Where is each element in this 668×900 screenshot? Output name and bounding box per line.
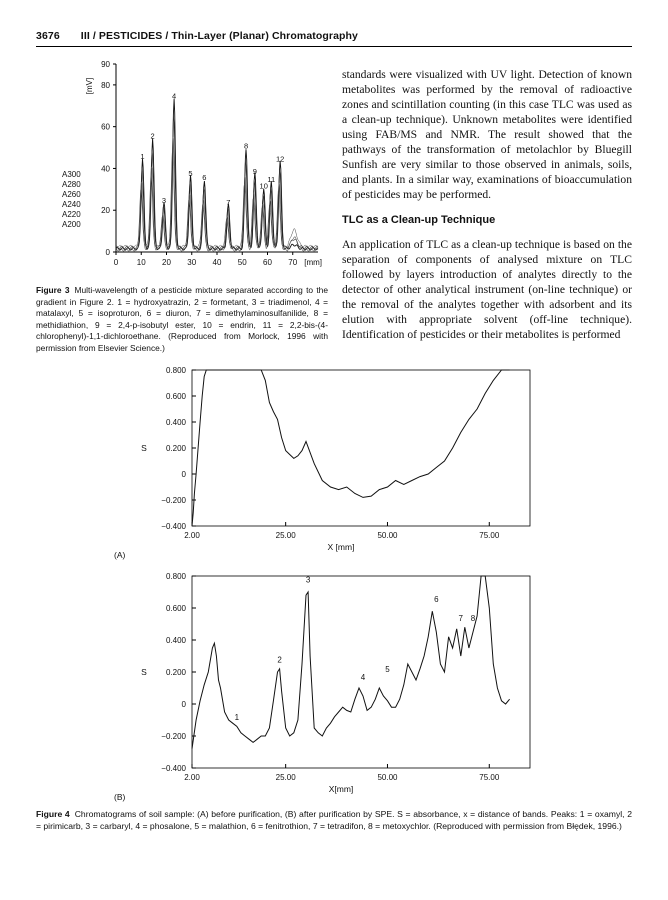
plot-frame: [192, 370, 530, 526]
y-tick-label: 80: [101, 80, 110, 90]
x-tick-label: 25.00: [275, 773, 296, 782]
peak-label: 2: [150, 131, 155, 141]
peak-label: 4: [171, 91, 177, 101]
y-tick-label: −0.200: [161, 496, 186, 505]
y-tick-label: 0: [105, 248, 110, 257]
peak-label: 1: [234, 713, 240, 723]
y-tick-label: 0: [181, 700, 186, 709]
peak-label: 5: [385, 665, 390, 675]
legend-entry: A240: [62, 200, 81, 209]
peak-label: 10: [259, 181, 268, 191]
figure4b-chart: [100, 566, 540, 806]
figure3-caption-text: Multi-wavelength of a pesticide mixture separated according to the gradient in Figure 2. 1 = hydroxyatrazin, 2 = formetant, 3 = triadimenol, 4 = matalaxyl, 5 = isoproturon, 6 = diuron, 7 = dimethylaminosulfanilide, 8 = methidiathion, 9 = 2,4-p-isobutyl ester, 10 = endrin, 11 = 2,2-bis-(4-chlorophenyl)-1,1-dichloroethane. (Reproduced from Morlock, 1996 with permission from Elsevier Science.): [36, 285, 328, 353]
peak-label: 11: [267, 175, 276, 185]
peak-label: 9: [252, 166, 257, 176]
y-axis-label: [mV]: [85, 77, 94, 95]
x-tick-label: 70: [288, 258, 298, 267]
figure3-caption-label: Figure 3: [36, 285, 70, 295]
chromatogram-trace: [116, 99, 318, 251]
figure3-caption: [36, 285, 328, 355]
x-tick-label: 50.00: [377, 531, 398, 540]
figure4a-chart: [100, 360, 540, 560]
panel-label: (A): [114, 550, 126, 560]
chromatogram-trace: [116, 151, 318, 248]
y-tick-label: 0.800: [165, 572, 186, 581]
x-axis-label: X [mm]: [327, 542, 355, 552]
x-tick-label: 25.00: [275, 531, 296, 540]
legend-entry: A220: [62, 210, 81, 219]
y-tick-label: 90: [101, 60, 110, 69]
x-tick-label: 10: [136, 258, 146, 267]
y-tick-label: 0.200: [165, 444, 186, 453]
y-tick-label: 20: [101, 206, 110, 216]
x-tick-label: 30: [187, 258, 197, 267]
y-axis-label: S: [141, 443, 147, 453]
header-rule: [36, 46, 632, 47]
peak-label: 3: [161, 196, 167, 206]
peak-label: 2: [277, 655, 282, 665]
y-tick-label: 60: [101, 122, 110, 132]
x-axis-label: X[mm]: [328, 784, 354, 794]
x-tick-label: 75.00: [479, 773, 500, 782]
figure4-caption-label: Figure 4: [36, 809, 70, 819]
section-heading: TLC as a Clean-up Technique: [342, 214, 496, 226]
x-tick-label: 75.00: [479, 531, 500, 540]
paragraph-1-text: standards were visualized with UV light. Detection of known metabolites was performed by the removal of radioactive zones and scintillation counting (in this case TLC was used as a clean-up technique). Unknown metabolites were identified using FAB/MS and NMR. The result showed that the pathways of the transformation of metolachlor by Bluegill Sunfish are very similar to those observed in animals, soils, and plants. In a similar way, examinations of bioaccumulation of pesticides may be performed.: [342, 68, 632, 201]
x-tick-label: 40: [212, 258, 222, 267]
legend-entry: A260: [62, 190, 81, 199]
running-header: [36, 30, 632, 44]
legend-entry: A280: [62, 180, 81, 189]
peak-label: 6: [202, 173, 207, 183]
peak-label: 7: [458, 614, 463, 623]
legend-entry: A200: [62, 220, 81, 229]
chromatogram-line: [192, 576, 510, 749]
x-tick-label: 50.00: [377, 773, 398, 782]
plot-frame: [192, 576, 530, 768]
peak-label: 6: [434, 594, 439, 604]
y-tick-label: 0.800: [165, 366, 186, 375]
peak-label: 7: [226, 198, 231, 208]
peak-label: 8: [470, 614, 476, 623]
y-tick-label: −0.200: [161, 732, 186, 741]
y-axis-label: S: [141, 667, 147, 677]
page-number: 3676: [36, 30, 60, 42]
figure3-chart: [36, 50, 336, 282]
y-tick-label: 0.200: [165, 668, 186, 677]
y-tick-label: 0: [181, 470, 186, 479]
peak-label: 8: [243, 141, 249, 151]
x-tick-label: 50: [237, 258, 247, 267]
peak-label: 5: [188, 168, 193, 178]
y-tick-label: −0.400: [161, 764, 186, 773]
chromatogram-line: [192, 370, 510, 526]
paragraph-2-text: An application of TLC as a clean-up technique is based on the separation of components of analysed mixture on TLC followed by layers introduction of analytes directly to the detector of other analytical instrument (on-line technique) or the removal of the analytes together with adsorbent and its elution with appropriate solvent (off-line technique). Identification of pesticides or their metabolites is performed: [342, 238, 632, 341]
chromatogram-trace: [116, 137, 318, 251]
chromatogram-trace: [116, 115, 318, 248]
peak-label: 3: [305, 575, 311, 585]
y-tick-label: 0.400: [165, 418, 186, 427]
peak-label: 4: [360, 673, 366, 683]
x-tick-label: 60: [263, 258, 272, 267]
panel-label: (B): [114, 792, 126, 802]
y-tick-label: 0.600: [165, 392, 186, 401]
body-paragraph-2: [342, 237, 632, 342]
x-tick-label: 2.00: [184, 773, 200, 782]
y-tick-label: 0.600: [165, 604, 186, 613]
x-tick-label: 20: [162, 258, 171, 267]
peak-label: 1: [140, 152, 145, 162]
body-paragraph-1: [342, 67, 632, 202]
peak-label: 12: [275, 154, 285, 164]
y-tick-label: −0.400: [161, 522, 186, 531]
figure4-caption: [36, 808, 632, 832]
x-tick-label: 0: [113, 258, 119, 267]
legend-entry: A300: [62, 170, 81, 179]
y-tick-label: 0.400: [165, 636, 186, 645]
figure4-caption-text: Chromatograms of soil sample: (A) before purification, (B) after purification by SPE. S = absorbance, x = distance of bands. Peaks: 1 = oxamyl, 2 = pirimicarb, 3 = carbaryl, 4 = phosalone, 5 = malathion, 6 = fenitrothion, 7 = tetradifon, 8 = metoxychlor. (Reproduced with permission from Błędek, 1996.): [36, 809, 632, 831]
y-tick-label: 40: [101, 164, 110, 174]
x-tick-label: 2.00: [184, 531, 200, 540]
x-axis-label: [mm]: [304, 258, 322, 267]
running-title: III / PESTICIDES / Thin-Layer (Planar) Chromatography: [80, 30, 358, 42]
